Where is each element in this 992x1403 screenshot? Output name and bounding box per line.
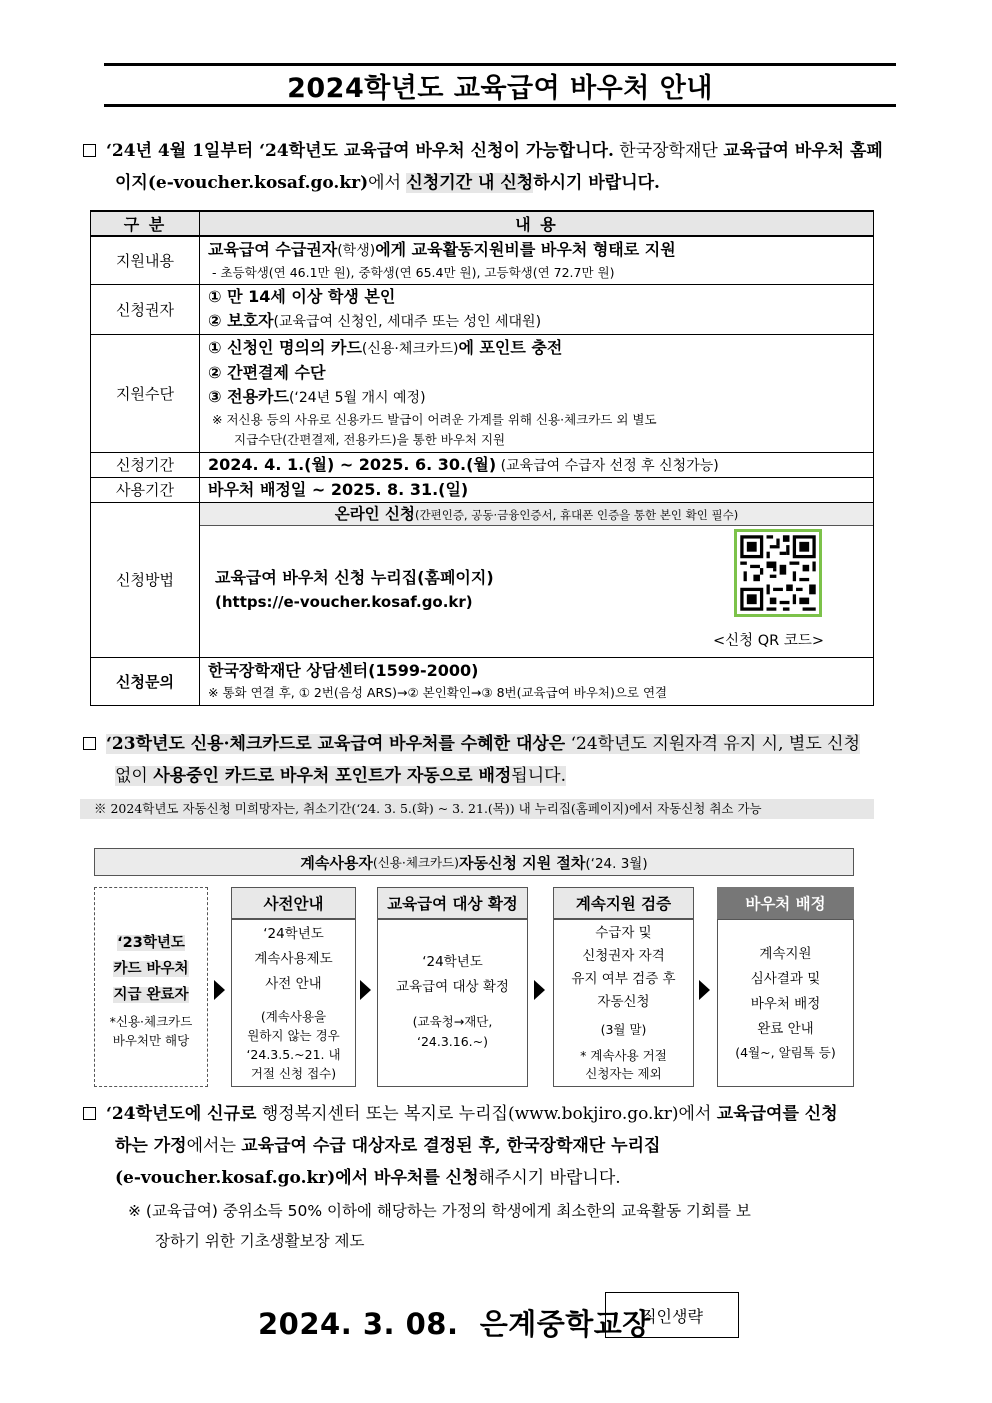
footer-school: 은계중학교장 bbox=[479, 1307, 651, 1341]
arrow-right-icon bbox=[699, 980, 710, 1000]
notice-text: 에서는 bbox=[186, 1136, 242, 1156]
method-subheader bbox=[200, 503, 873, 526]
notice-text: ‘24학년도 지원자격 유지 시, 별도 신청 bbox=[565, 734, 860, 754]
header-content: 내 용 bbox=[200, 211, 874, 236]
content-text: 에게 교육활동지원비를 바우처 형태로 지원 bbox=[375, 239, 676, 259]
qr-code-icon[interactable] bbox=[734, 529, 822, 617]
content-text: (신용·체크카드) bbox=[361, 341, 459, 357]
flow-step-text: ‘24학년도 bbox=[263, 926, 324, 942]
row-label: 신청기간 bbox=[91, 452, 200, 477]
flow-header-text: 자동신청 지원 절차 bbox=[459, 853, 586, 872]
flow-step-note: ‘24.3.5.~21. 내 bbox=[246, 1047, 341, 1062]
row-label: 지원내용 bbox=[91, 236, 200, 284]
content-text: 교육급여 수급권자 bbox=[208, 239, 338, 259]
content-text: 에 포인트 충전 bbox=[458, 338, 563, 357]
row-content bbox=[200, 452, 874, 477]
flow-header bbox=[94, 848, 854, 876]
notice-text: 됩니다. bbox=[511, 766, 566, 786]
content-text: (학생) bbox=[337, 242, 376, 259]
row-label: 지원수단 bbox=[91, 334, 200, 452]
arrow-right-icon bbox=[214, 980, 225, 1000]
flow-step-text: 교육급여 대상 확정 bbox=[396, 979, 509, 995]
flow-header-text: (신용·체크카드) bbox=[372, 855, 460, 870]
flow-step-text: 사전 안내 bbox=[265, 976, 322, 992]
flow-step-text: 수급자 및 bbox=[595, 925, 652, 941]
site-url[interactable]: (https://e-voucher.kosaf.go.kr) bbox=[215, 592, 473, 611]
content-text: 2024. 4. 1.(월) ~ 2025. 6. 30.(월) bbox=[208, 454, 497, 474]
flow-step-text: 바우처 배정 bbox=[750, 996, 821, 1012]
notice-text: 교육급여 수급 대상자로 결정된 후, 한국장학재단 누리집 bbox=[241, 1136, 661, 1156]
row-content bbox=[200, 334, 874, 452]
flow-step-title: 교육급여 대상 확정 bbox=[377, 887, 528, 919]
flow-start-note: 바우처만 해당 bbox=[112, 1033, 190, 1048]
table-row bbox=[91, 502, 874, 657]
notice-text: 행정복지센터 또는 복지로 누리집(www.bokjiro.go.kr)에서 bbox=[256, 1104, 717, 1124]
flow-step-note: (3월 말) bbox=[600, 1022, 647, 1037]
content-text: (‘24년 5월 개시 예정) bbox=[288, 390, 426, 406]
row-label: 사용기간 bbox=[91, 477, 200, 502]
notice-text: ‘24학년도에 신규로 bbox=[106, 1104, 257, 1124]
row-label: 신청문의 bbox=[91, 657, 200, 705]
bullet-new-applicant bbox=[83, 1098, 923, 1254]
notice-highlight: 사용중인 카드로 바우처 포인트가 자동으로 배정 bbox=[153, 766, 512, 786]
notice-text: 교육급여를 신청 bbox=[716, 1104, 838, 1124]
flow-step-text: 완료 안내 bbox=[757, 1021, 814, 1037]
table-row bbox=[91, 452, 874, 477]
content-text: 온라인 신청 bbox=[334, 504, 415, 523]
checkbox-icon bbox=[83, 144, 96, 157]
content-text: (간편인증, 공동·금융인증서, 휴대폰 인증을 통한 본인 확인 필수) bbox=[415, 507, 739, 522]
content-text: ② 보호자 bbox=[208, 310, 274, 330]
table-row bbox=[91, 477, 874, 502]
content-text: (교육급여 신청인, 세대주 또는 성인 세대원) bbox=[273, 313, 542, 330]
notice-highlight: ‘23학년도 신용·체크카드로 교육급여 바우처를 수혜한 대상은 bbox=[106, 734, 566, 754]
welfare-note: 장하기 위한 기초생활보장 제도 bbox=[155, 1232, 365, 1250]
flow-step-box bbox=[377, 919, 528, 1087]
arrow-right-icon bbox=[360, 980, 371, 1000]
content-text: 한국장학재단 상담센터(1599-2000) bbox=[208, 661, 479, 680]
flow-step-note: (계속사용을 bbox=[260, 1009, 327, 1024]
table-row bbox=[91, 334, 874, 452]
flow-step-box bbox=[553, 919, 694, 1087]
checkbox-icon bbox=[83, 1107, 96, 1120]
flow-step-note: 신청자는 제외 bbox=[585, 1066, 662, 1081]
footer-date: 2024. 3. 08. bbox=[258, 1307, 459, 1341]
content-text: ③ 전용카드 bbox=[208, 387, 289, 406]
flow-step-title: 바우처 배정 bbox=[717, 887, 854, 919]
table-row bbox=[91, 236, 874, 284]
content-text: (교육급여 수급자 선정 후 신청가능) bbox=[496, 457, 719, 474]
row-content bbox=[200, 236, 874, 284]
flow-step-note: (4월~, 알림톡 등) bbox=[735, 1045, 836, 1060]
notice-text: 한국장학재단 bbox=[613, 141, 724, 161]
page-title: 2024학년도 교육급여 바우처 안내 bbox=[104, 63, 896, 107]
row-content bbox=[200, 477, 874, 502]
checkbox-icon bbox=[83, 737, 96, 750]
notice-text: 하는 가정 bbox=[115, 1136, 187, 1156]
flow-step-text: ‘24학년도 bbox=[422, 954, 483, 970]
content-subtext: - 초등학생(연 46.1만 원), 중학생(연 65.4만 원), 고등학생(연 72.7만 원) bbox=[212, 264, 615, 280]
flow-step-note: 원하지 않는 경우 bbox=[247, 1028, 340, 1043]
flow-step-note: 거절 신청 접수) bbox=[250, 1066, 337, 1081]
content-text: ② 간편결제 수단 bbox=[208, 363, 326, 382]
flow-header-text: (‘24. 3월) bbox=[585, 856, 648, 872]
flow-header-text: 계속사용자 bbox=[300, 853, 373, 872]
flow-step-text: 유지 여부 검증 후 bbox=[571, 971, 676, 987]
auto-cancel-note: ※ 2024학년도 자동신청 미희망자는, 취소기간(‘24. 3. 5.(화) ~ 3. 21.(목)) 내 누리집(홈페이지)에서 자동신청 취소 가능 bbox=[80, 799, 874, 819]
seal-box: 직인생략 bbox=[605, 1292, 739, 1338]
notice-text: 에서 bbox=[368, 173, 407, 193]
flow-start-text: 카드 바우처 bbox=[113, 961, 189, 977]
welfare-note: ※ (교육급여) 중위소득 50% 이하에 해당하는 가정의 학생에게 최소한의 교육활동 기회를 보 bbox=[128, 1202, 751, 1220]
notice-text: (e-voucher.kosaf.go.kr)에서 바우처를 신청 bbox=[115, 1168, 479, 1188]
notice-text: 해주시기 바랍니다. bbox=[478, 1168, 621, 1188]
flow-step-text: 계속지원 bbox=[759, 946, 812, 962]
flow-start-text: 지급 완료자 bbox=[113, 987, 189, 1003]
arrow-right-icon bbox=[534, 980, 545, 1000]
notice-text: 없이 bbox=[115, 766, 154, 786]
content-note: ※ 통화 연결 후, ① 2번(음성 ARS)→② 본인확인→③ 8번(교육급여 바우처)으로 연결 bbox=[208, 685, 668, 700]
content-note: 지급수단(간편결제, 전용카드)을 통한 바우처 지원 bbox=[234, 432, 506, 447]
content-text: ① 신청인 명의의 카드 bbox=[208, 338, 362, 357]
flow-step-title: 사전안내 bbox=[231, 887, 356, 919]
flow-start-box bbox=[94, 887, 208, 1087]
flow-step-title: 계속지원 검증 bbox=[553, 887, 694, 919]
table-header-row bbox=[91, 211, 874, 236]
notice-text: 하시기 바랍니다. bbox=[533, 173, 660, 193]
footer-signature bbox=[258, 1302, 651, 1343]
table-row bbox=[91, 284, 874, 334]
row-content bbox=[200, 502, 874, 657]
flow-step-text: 자동신청 bbox=[597, 994, 650, 1010]
flow-step-note: * 계속사용 거절 bbox=[580, 1048, 667, 1063]
bullet-auto-assign bbox=[83, 728, 923, 792]
row-label: 신청권자 bbox=[91, 284, 200, 334]
row-label: 신청방법 bbox=[91, 502, 200, 657]
notice-link-text: 이지(e-voucher.kosaf.go.kr) bbox=[115, 173, 369, 193]
flow-step-note: ‘24.3.16.~) bbox=[416, 1034, 488, 1049]
flow-step-note: (교육청→재단, bbox=[412, 1014, 493, 1029]
flow-step-text: 심사결과 및 bbox=[750, 971, 821, 987]
bullet-apply-notice bbox=[83, 135, 923, 199]
notice-text: 교육급여 바우처 홈페 bbox=[723, 141, 883, 161]
qr-caption: <신청 QR 코드> bbox=[713, 632, 825, 649]
flow-step-box bbox=[717, 919, 854, 1087]
qr-code-pattern bbox=[737, 532, 819, 614]
site-name: 교육급여 바우처 신청 누리집(홈페이지) bbox=[215, 567, 494, 587]
flow-start-note: *신용·체크카드 bbox=[109, 1014, 193, 1029]
notice-highlight: 신청기간 내 신청 bbox=[406, 173, 534, 193]
content-text: ① 만 14세 이상 학생 본인 bbox=[208, 286, 396, 306]
content-text: 바우처 배정일 ~ 2025. 8. 31.(일) bbox=[208, 479, 469, 499]
content-note: ※ 저신용 등의 사유로 신용카드 발급이 어려운 가계를 위해 신용·체크카드 외 별도 bbox=[212, 412, 657, 427]
flow-step-text: 신청권자 자격 bbox=[582, 948, 665, 964]
table-row bbox=[91, 657, 874, 705]
notice-text: ‘24년 4월 1일부터 ‘24학년도 교육급여 바우처 신청이 가능합니다. bbox=[106, 141, 614, 161]
info-table bbox=[90, 210, 874, 706]
flow-start-text: ‘23학년도 bbox=[117, 935, 185, 951]
row-content bbox=[200, 284, 874, 334]
header-category: 구 분 bbox=[91, 211, 200, 236]
row-content bbox=[200, 657, 874, 705]
flow-step-text: 계속사용제도 bbox=[254, 951, 333, 967]
flow-step-box bbox=[231, 919, 356, 1087]
